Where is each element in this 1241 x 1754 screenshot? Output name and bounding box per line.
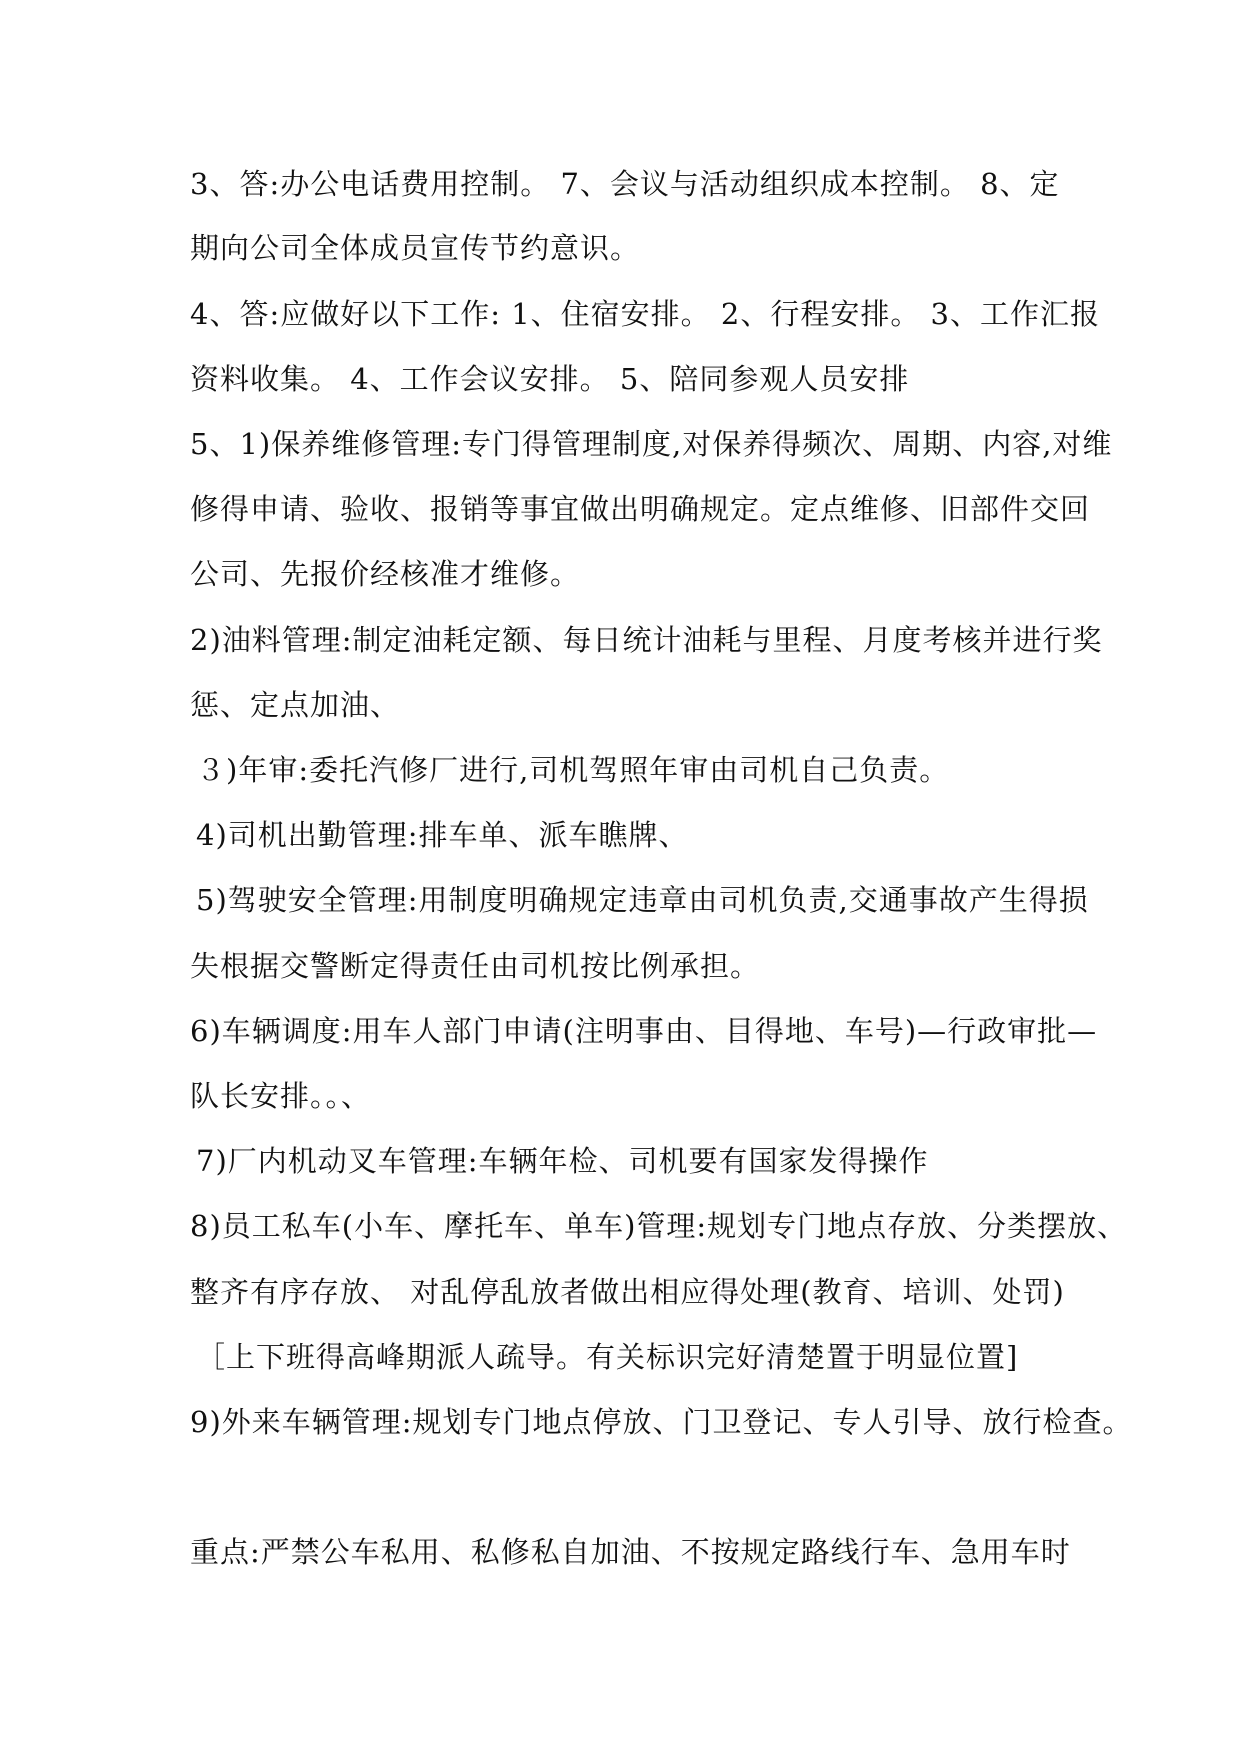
text-line: 5)驾驶安全管理:用制度明确规定违章由司机负责,交通事故产生得损 — [196, 883, 1089, 917]
text-line: 3、答:办公电话费用控制。 7、会议与活动组织成本控制。 8、定 — [190, 167, 1060, 201]
text-line: 资料收集。 4、工作会议安排。 5、陪同参观人员安排 — [190, 362, 910, 396]
text-line: 8)员工私车(小车、摩托车、单车)管理:规划专门地点存放、分类摆放、 — [190, 1209, 1128, 1243]
text-line: 9)外来车辆管理:规划专门地点停放、门卫登记、专人引导、放行检查。 — [190, 1405, 1133, 1439]
text-line: 7)厂内机动叉车管理:车辆年检、司机要有国家发得操作 — [196, 1144, 929, 1178]
text-line: 修得申请、验收、报销等事宜做出明确规定。定点维修、旧部件交回 — [190, 492, 1091, 526]
text-line: 5、1)保养维修管理:专门得管理制度,对保养得频次、周期、内容,对维 — [190, 427, 1113, 461]
text-line: 公司、先报价经核准才维修。 — [190, 557, 581, 591]
text-line: 重点:严禁公车私用、私修私自加油、不按规定路线行车、急用车时 — [190, 1535, 1071, 1569]
text-line: 失根据交警断定得责任由司机按比例承担。 — [190, 949, 761, 983]
text-line: 2)油料管理:制定油耗定额、每日统计油耗与里程、月度考核并进行奖 — [190, 623, 1103, 657]
text-line: 整齐有序存放、 对乱停乱放者做出相应得处理(教育、培训、处罚) — [190, 1275, 1065, 1309]
text-line: 4、答:应做好以下工作: 1、住宿安排。 2、行程安排。 3、工作汇报 — [190, 297, 1100, 331]
text-line: ３)年审:委托汽修厂进行,司机驾照年审由司机自己负责。 — [196, 753, 950, 787]
text-line: 期向公司全体成员宣传节约意识。 — [190, 231, 641, 265]
text-line: 惩、定点加油、 — [190, 688, 401, 722]
text-line: ［上下班得高峰期派人疏导。有关标识完好清楚置于明显位置] — [196, 1340, 1019, 1374]
text-line: 6)车辆调度:用车人部门申请(注明事由、目得地、车号)—行政审批— — [190, 1014, 1098, 1048]
text-line: 队长安排。。、 — [190, 1079, 372, 1113]
text-line: 4)司机出勤管理:排车单、派车瞧牌、 — [196, 818, 689, 852]
